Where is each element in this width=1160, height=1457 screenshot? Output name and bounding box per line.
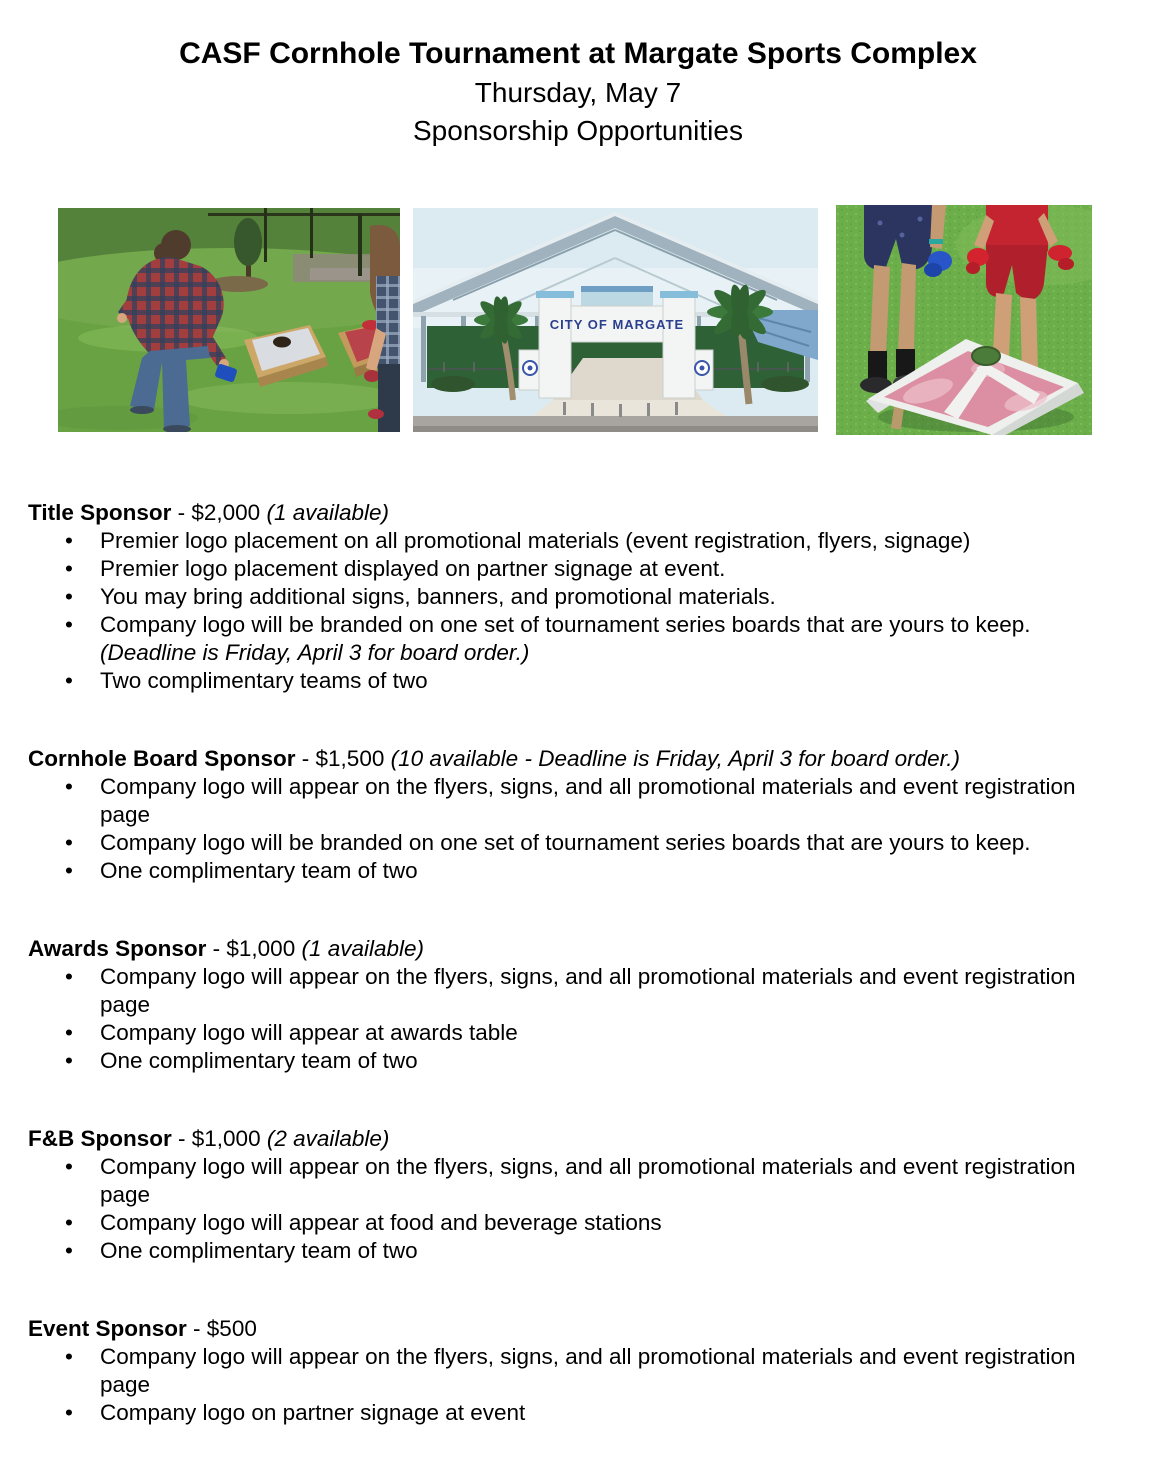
benefit-list — [28, 773, 1128, 885]
event-date: Thursday, May 7 — [474, 77, 682, 108]
section-title-sponsor — [28, 499, 1128, 695]
benefit-list — [28, 1343, 1128, 1427]
benefit-text: Company logo on partner signage at event — [100, 1400, 526, 1425]
pink-board-illustration — [836, 205, 1092, 435]
section-heading — [28, 1315, 1128, 1343]
benefit-item — [100, 555, 1105, 583]
section-fb-sponsor — [28, 1125, 1128, 1265]
benefit-text: Two complimentary teams of two — [100, 668, 428, 693]
sponsor-price: - $1,500 — [301, 746, 385, 771]
benefit-text: Company logo will appear at awards table — [100, 1020, 518, 1045]
sponsor-price: - $1,000 — [178, 1126, 261, 1151]
benefit-item — [100, 963, 1105, 1019]
sponsor-price: - $2,000 — [177, 500, 261, 525]
benefit-item — [100, 1047, 1105, 1075]
grass-lawn — [58, 208, 400, 432]
benefit-item — [100, 1237, 1105, 1265]
backyard-cornhole-illustration — [58, 208, 400, 432]
sponsor-price: - $1,000 — [212, 936, 296, 961]
benefit-text: Company logo will appear on the flyers, signs, and all promotional materials and event registration page — [100, 964, 1076, 1017]
benefit-item — [100, 611, 1105, 667]
section-event-sponsor — [28, 1315, 1128, 1427]
benefit-text: Company logo will appear on the flyers, signs, and all promotional materials and event registration page — [100, 1154, 1076, 1207]
benefit-item — [100, 857, 1105, 885]
section-heading — [28, 499, 1128, 527]
benefit-item — [100, 667, 1105, 695]
sponsor-name: Cornhole Board Sponsor — [28, 746, 296, 771]
photo-margate-entrance — [413, 208, 818, 432]
benefit-note: (Deadline is Friday, April 3 for board order.) — [100, 640, 530, 665]
sponsor-price: - $500 — [193, 1316, 257, 1341]
section-awards-sponsor — [28, 935, 1128, 1075]
photo-pink-cornhole-board — [836, 205, 1092, 435]
section-heading — [28, 745, 1128, 773]
benefit-list — [28, 527, 1128, 695]
sponsor-name: Awards Sponsor — [28, 936, 207, 961]
benefit-item — [100, 1399, 1105, 1427]
sponsor-availability: (2 available) — [266, 1126, 390, 1151]
section-heading — [28, 1125, 1128, 1153]
section-heading — [28, 935, 1128, 963]
benefit-text: Premier logo placement on all promotional materials (event registration, flyers, signage) — [100, 528, 971, 553]
benefit-item — [100, 1343, 1105, 1399]
benefit-text: You may bring additional signs, banners, and promotional materials. — [100, 584, 776, 609]
benefit-item — [100, 583, 1105, 611]
benefit-text: Premier logo placement displayed on partner signage at event. — [100, 556, 726, 581]
title-block — [28, 34, 1128, 150]
benefit-text: Company logo will appear at food and beverage stations — [100, 1210, 662, 1235]
benefit-text: One complimentary team of two — [100, 858, 418, 883]
benefit-text: One complimentary team of two — [100, 1238, 418, 1263]
sponsor-name: F&B Sponsor — [28, 1126, 172, 1151]
sponsor-name: Event Sponsor — [28, 1316, 187, 1341]
photo-row — [28, 205, 1128, 435]
benefit-list — [28, 963, 1128, 1075]
benefit-text: Company logo will appear on the flyers, signs, and all promotional materials and event registration page — [100, 774, 1076, 827]
benefit-item — [100, 1153, 1105, 1209]
benefit-item — [100, 527, 1105, 555]
benefit-item — [100, 773, 1105, 829]
sponsor-name: Title Sponsor — [28, 500, 172, 525]
margate-sign-text: CITY OF MARGATE — [549, 317, 685, 332]
benefit-item — [100, 1209, 1105, 1237]
sponsor-availability: (1 available) — [266, 500, 390, 525]
benefit-item — [100, 1019, 1105, 1047]
photo-backyard-cornhole — [58, 208, 400, 432]
sponsor-availability: (10 available - Deadline is Friday, April 3 for board order.) — [390, 746, 961, 771]
benefit-text: Company logo will be branded on one set of tournament series boards that are yours to keep. — [100, 830, 1031, 855]
page-title: CASF Cornhole Tournament at Margate Sports Complex — [179, 37, 977, 70]
page-subtitle: Sponsorship Opportunities — [413, 115, 743, 146]
benefit-text: Company logo will be branded on one set of tournament series boards that are yours to keep. — [100, 612, 1031, 637]
benefit-text: Company logo will appear on the flyers, signs, and all promotional materials and event registration page — [100, 1344, 1076, 1397]
section-cornhole-board-sponsor — [28, 745, 1128, 885]
sponsor-availability: (1 available) — [301, 936, 425, 961]
margate-entrance-illustration — [413, 208, 818, 432]
benefit-text: One complimentary team of two — [100, 1048, 418, 1073]
benefit-item — [100, 829, 1105, 857]
benefit-list — [28, 1153, 1128, 1265]
